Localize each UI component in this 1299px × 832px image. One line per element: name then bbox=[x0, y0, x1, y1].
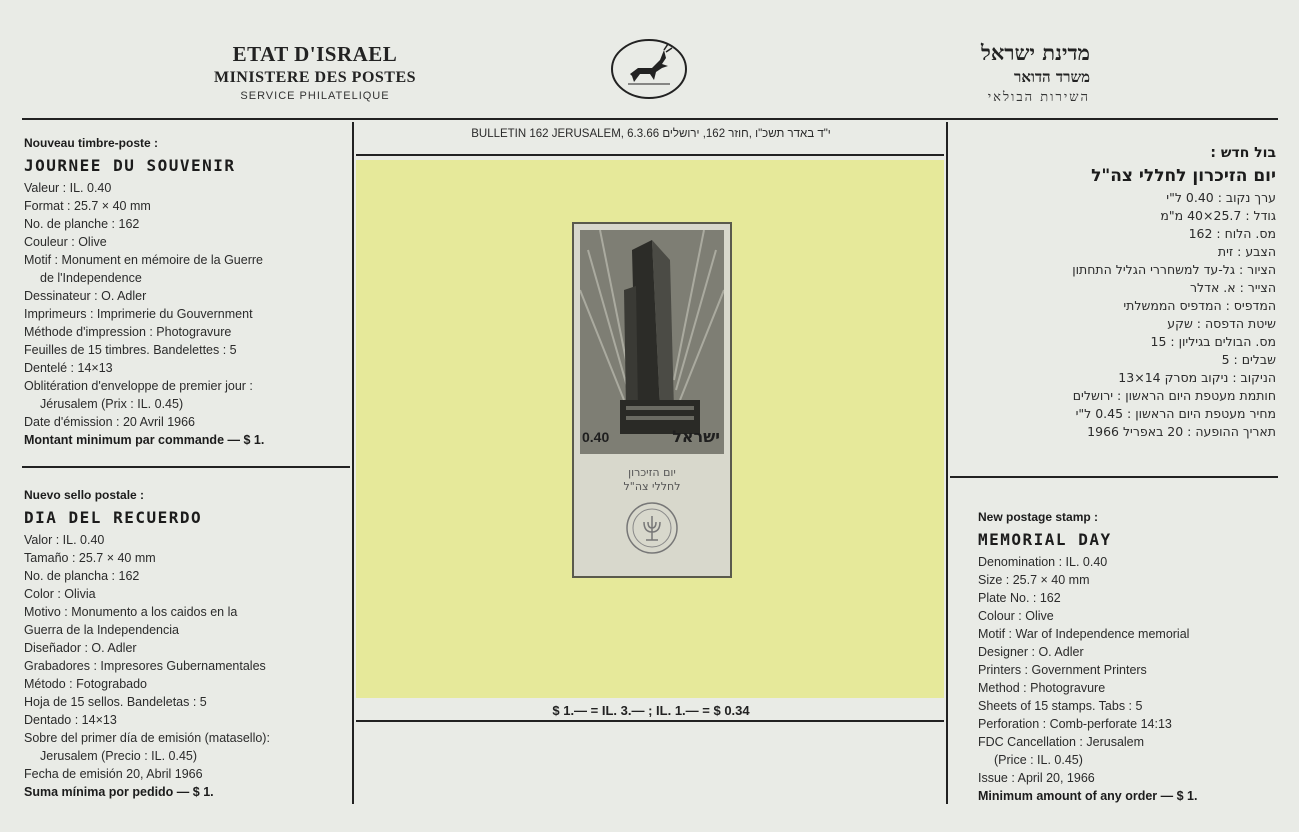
spanish-line: Valor : IL. 0.40 bbox=[24, 533, 105, 547]
right-divider bbox=[950, 476, 1278, 478]
english-line: Issue : April 20, 1966 bbox=[978, 771, 1095, 785]
english-line: Plate No. : 162 bbox=[978, 591, 1061, 605]
stamp-value: 0.40 bbox=[582, 429, 610, 445]
stamp-country: ישראל bbox=[672, 427, 720, 446]
english-section bbox=[978, 508, 1278, 805]
spanish-line: Grabadores : Impresores Gubernamentales bbox=[24, 659, 266, 673]
french-line: Valeur : IL. 0.40 bbox=[24, 181, 112, 195]
right-column-rule bbox=[946, 122, 948, 804]
header-french bbox=[150, 42, 480, 102]
spanish-line: Fecha de emisión 20, Abril 1966 bbox=[24, 767, 203, 781]
english-line: FDC Cancellation : Jerusalem bbox=[978, 735, 1145, 749]
spanish-line: Jerusalem (Precio : IL. 0.45) bbox=[40, 749, 198, 763]
spanish-line: Hoja de 15 sellos. Bandeletas : 5 bbox=[24, 695, 207, 709]
french-heading: Nouveau timbre-poste : bbox=[24, 136, 159, 150]
spanish-line: Sobre del primer día de emisión (matasello): bbox=[24, 731, 270, 745]
english-heading: New postage stamp : bbox=[978, 510, 1099, 524]
stamp-tab bbox=[574, 466, 730, 560]
french-line: Date d'émission : 20 Avril 1966 bbox=[24, 415, 196, 429]
spanish-title: DIA DEL RECUERDO bbox=[24, 508, 203, 527]
hebrew-line: מס. הבולים בגיליון : 15 bbox=[1150, 334, 1276, 349]
menorah-seal-icon bbox=[624, 500, 680, 556]
english-line: Colour : Olive bbox=[978, 609, 1054, 623]
english-minimum: Minimum amount of any order — $ 1. bbox=[978, 789, 1198, 803]
hebrew-line: חותמת מעטפת היום הראשון : ירושלים bbox=[1072, 388, 1276, 403]
header-he-service: השירות הבולאי bbox=[987, 90, 1090, 105]
spanish-line: Motivo : Monumento a los caidos en la bbox=[24, 605, 238, 619]
french-line: de l'Independence bbox=[40, 271, 142, 285]
hebrew-section bbox=[960, 144, 1276, 441]
stamp-image bbox=[580, 230, 724, 454]
french-line: Oblitération d'enveloppe de premier jour : bbox=[24, 379, 253, 393]
hebrew-heading: בול חדש : bbox=[1210, 145, 1276, 161]
header-hebrew bbox=[870, 40, 1090, 105]
english-line: Printers : Government Printers bbox=[978, 663, 1147, 677]
header-fr-service: SERVICE PHILATELIQUE bbox=[240, 90, 390, 102]
hebrew-line: הציור : גל-עד למשחררי הגליל התחתון bbox=[1072, 262, 1276, 277]
french-line: Dentelé : 14×13 bbox=[24, 361, 113, 375]
french-line: Imprimeurs : Imprimerie du Gouvernment bbox=[24, 307, 253, 321]
deer-emblem-icon bbox=[610, 38, 688, 100]
stamp-tab-line2: לחללי צה"ל bbox=[623, 480, 681, 493]
english-line: Denomination : IL. 0.40 bbox=[978, 555, 1108, 569]
left-column-rule bbox=[352, 122, 354, 804]
spanish-line: No. de plancha : 162 bbox=[24, 569, 140, 583]
french-line: Format : 25.7 × 40 mm bbox=[24, 199, 151, 213]
hebrew-line: תאריך ההופעה : 20 באפריל 1966 bbox=[1087, 424, 1276, 439]
french-line: Dessinateur : O. Adler bbox=[24, 289, 147, 303]
english-line: (Price : IL. 0.45) bbox=[994, 753, 1083, 767]
header-rule bbox=[22, 118, 1278, 120]
hebrew-line: ערך נקוב : 0.40 ל"י bbox=[1166, 190, 1276, 205]
hebrew-line: המדפיס : המדפיס הממשלתי bbox=[1123, 298, 1276, 313]
french-line: Couleur : Olive bbox=[24, 235, 107, 249]
english-title: MEMORIAL DAY bbox=[978, 530, 1112, 549]
english-line: Sheets of 15 stamps. Tabs : 5 bbox=[978, 699, 1143, 713]
hebrew-line: שבלים : 5 bbox=[1221, 352, 1276, 367]
header-he-title: מדינת ישראל bbox=[981, 40, 1090, 65]
spanish-line: Diseñador : O. Adler bbox=[24, 641, 137, 655]
hebrew-line: מס. הלוח : 162 bbox=[1188, 226, 1276, 241]
spanish-line: Dentado : 14×13 bbox=[24, 713, 117, 727]
spanish-line: Color : Olivia bbox=[24, 587, 96, 601]
hebrew-line: מחיר מעטפת היום הראשון : 0.45 ל"י bbox=[1075, 406, 1276, 421]
spanish-line: Método : Fotograbado bbox=[24, 677, 147, 691]
hebrew-line: שיטת הדפסה : שקע bbox=[1167, 316, 1276, 331]
bulletin-rule bbox=[356, 154, 944, 156]
hebrew-line: הניקוב : ניקוב מסרק 14×13 bbox=[1118, 370, 1276, 385]
english-line: Perforation : Comb-perforate 14:13 bbox=[978, 717, 1172, 731]
french-line: No. de planche : 162 bbox=[24, 217, 140, 231]
french-line: Méthode d'impression : Photogravure bbox=[24, 325, 232, 339]
english-line: Designer : O. Adler bbox=[978, 645, 1084, 659]
french-minimum: Montant minimum par commande — $ 1. bbox=[24, 433, 265, 447]
spanish-line: Tamaño : 25.7 × 40 mm bbox=[24, 551, 156, 565]
french-line: Motif : Monument en mémoire de la Guerre bbox=[24, 253, 263, 267]
header-fr-title: ETAT D'ISRAEL bbox=[232, 42, 398, 66]
header-fr-ministry: MINISTERE DES POSTES bbox=[213, 69, 417, 86]
spanish-section bbox=[24, 486, 350, 801]
stamp-tab-line1: יום הזיכרון bbox=[628, 466, 676, 479]
spanish-heading: Nuevo sello postale : bbox=[24, 488, 145, 502]
hebrew-line: הצבע : זית bbox=[1217, 244, 1276, 259]
french-title: JOURNEE DU SOUVENIR bbox=[24, 156, 236, 175]
stamp bbox=[572, 222, 732, 578]
english-line: Motif : War of Independence memorial bbox=[978, 627, 1190, 641]
hebrew-line: גודל : 25.7×40 מ"מ bbox=[1160, 208, 1276, 223]
french-line: Feuilles de 15 timbres. Bandelettes : 5 bbox=[24, 343, 237, 357]
hebrew-title: יום הזיכרון לחללי צה"ל bbox=[1091, 166, 1276, 186]
english-line: Method : Photogravure bbox=[978, 681, 1106, 695]
left-divider bbox=[22, 466, 350, 468]
exchange-rate: $ 1.— = IL. 3.— ; IL. 1.— = $ 0.34 bbox=[552, 703, 750, 718]
hebrew-line: הצייר : א. אדלר bbox=[1189, 280, 1276, 295]
english-line: Size : 25.7 × 40 mm bbox=[978, 573, 1090, 587]
header-he-ministry: משרד הדואר bbox=[1014, 68, 1090, 86]
rate-rule bbox=[356, 720, 944, 722]
spanish-minimum: Suma mínima por pedido — $ 1. bbox=[24, 785, 214, 799]
spanish-line: Guerra de la Independencia bbox=[24, 623, 179, 637]
french-line: Jérusalem (Prix : IL. 0.45) bbox=[40, 397, 184, 411]
french-section bbox=[24, 134, 350, 449]
bulletin-line: BULLETIN 162 JERUSALEM, 6.3.66 י"ד באדר תשכ"ו ,חוזר 162, ירושלים bbox=[471, 128, 831, 140]
